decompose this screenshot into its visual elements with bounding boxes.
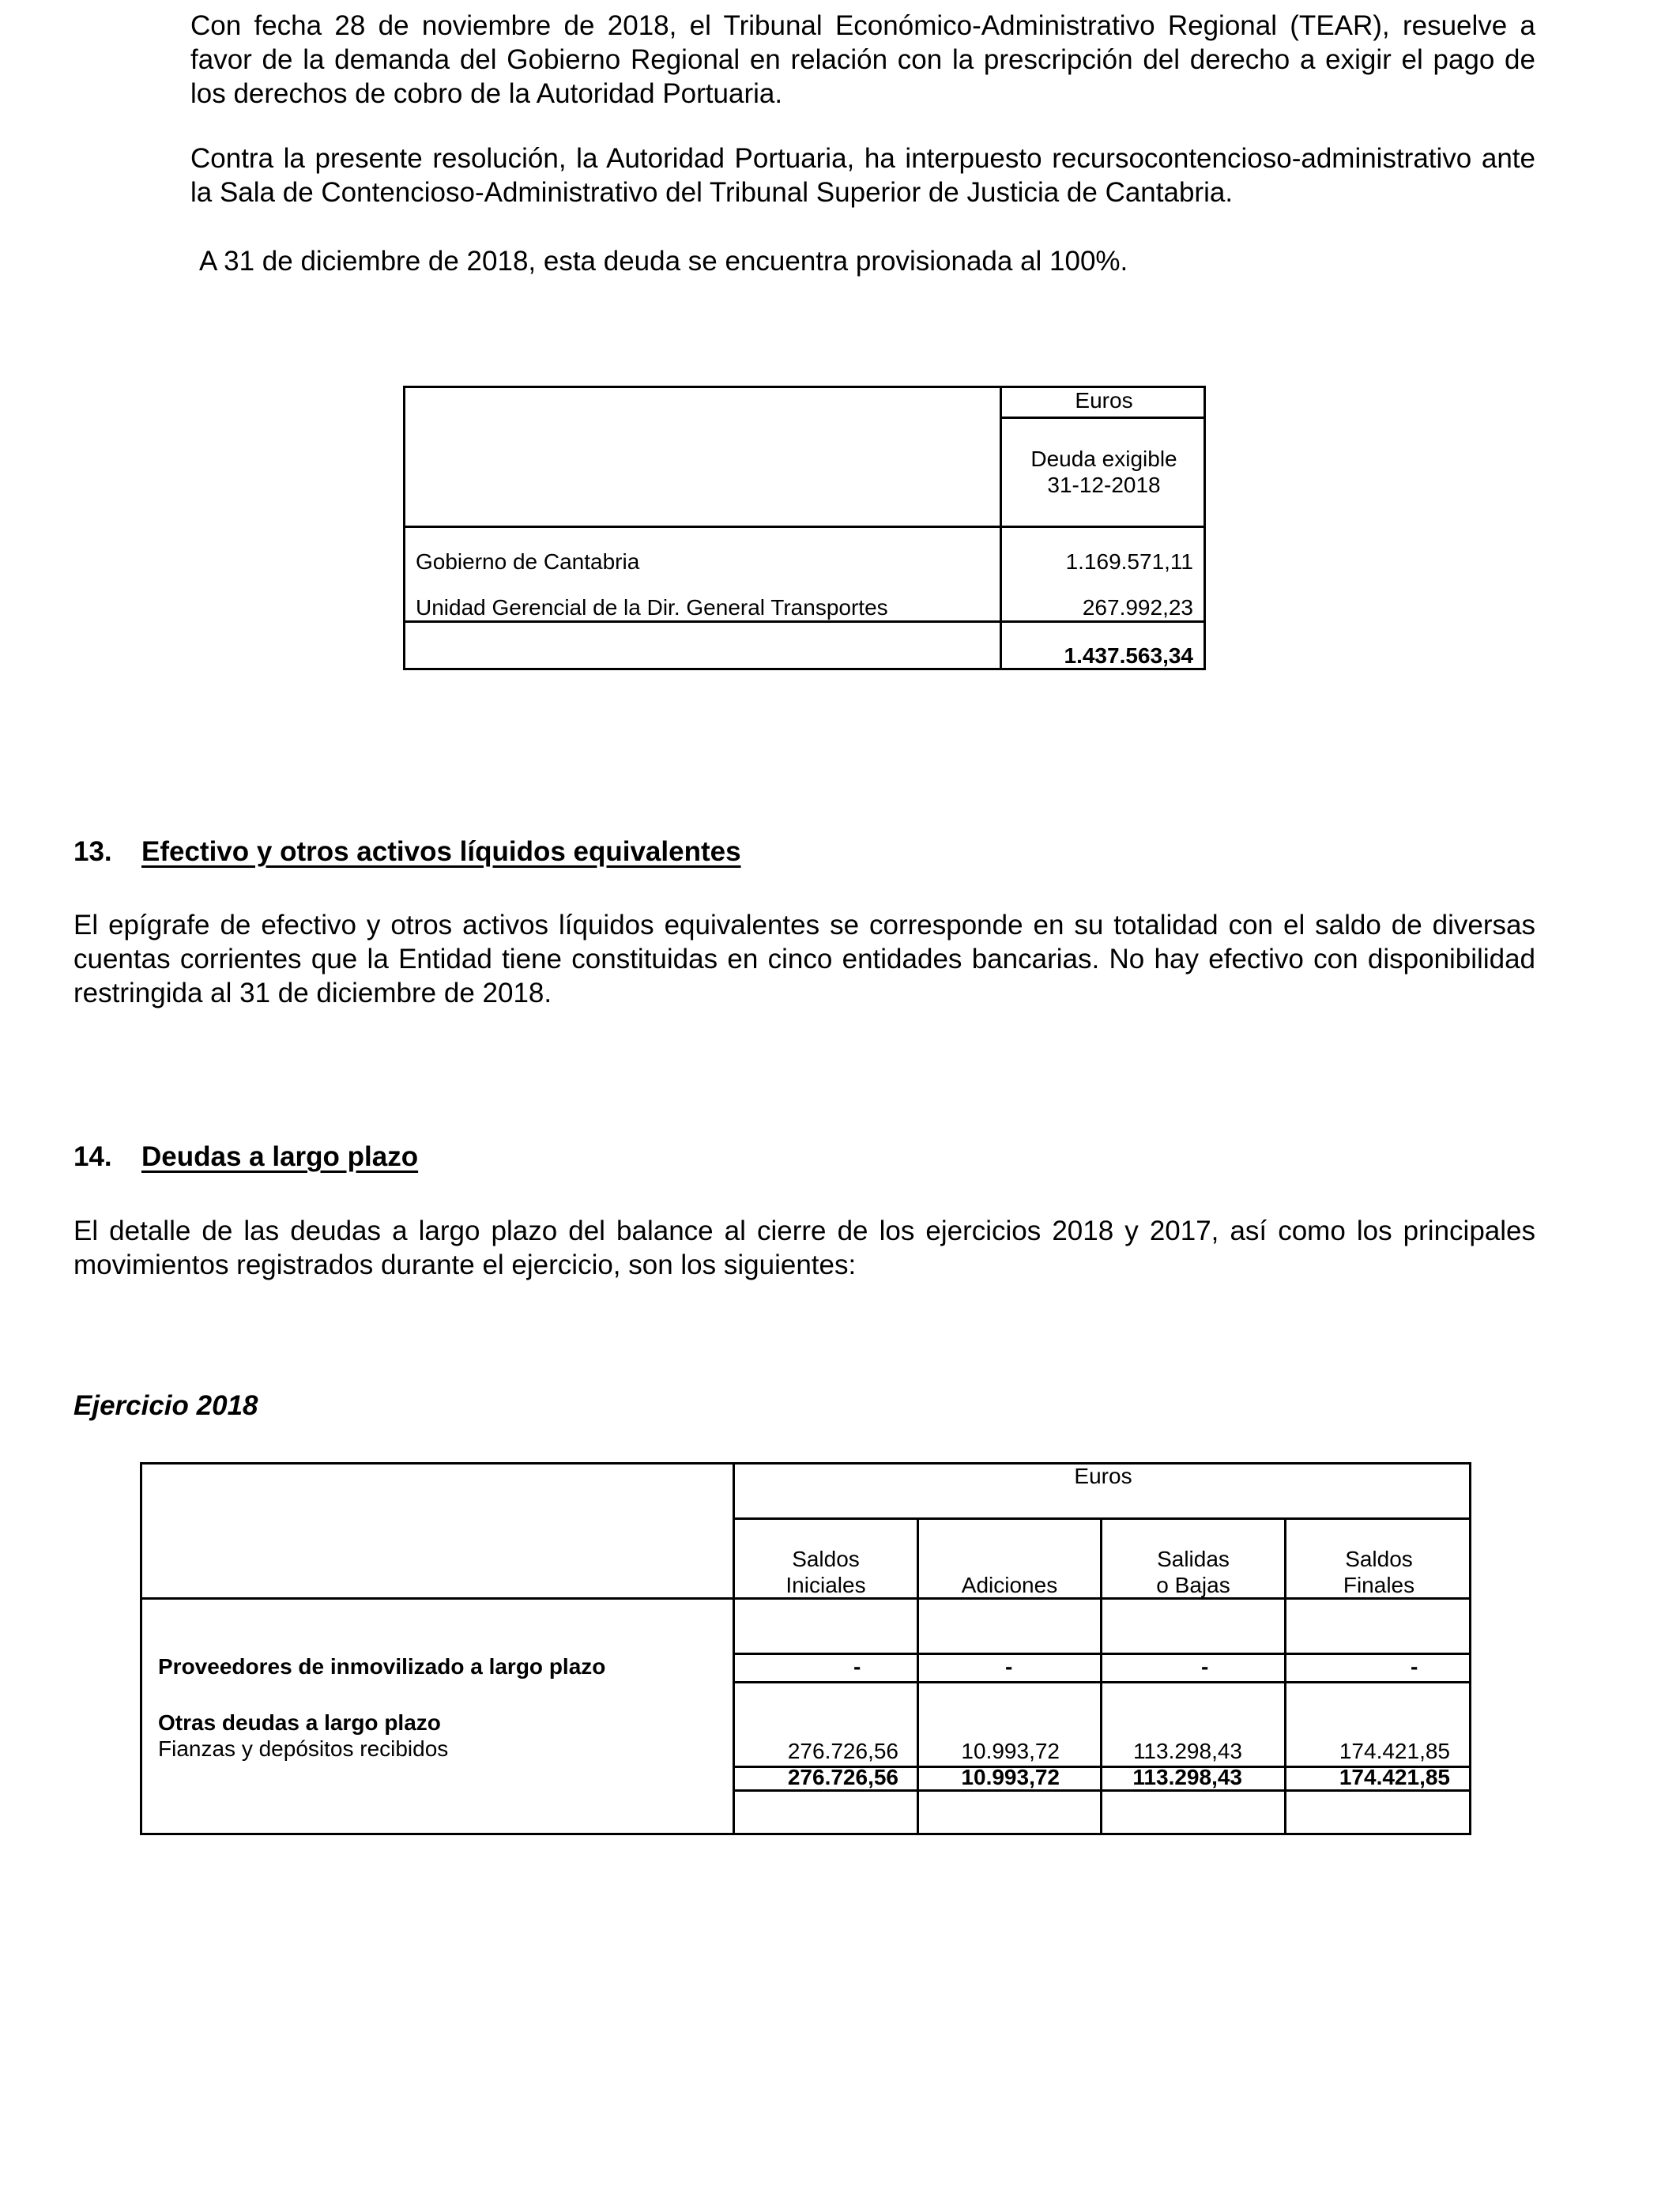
paragraph-provision: A 31 de diciembre de 2018, esta deuda se encuentra provisionada al 100%. [199,246,1128,277]
lt-row-total-value: 10.993,72 [961,1765,1060,1789]
debt-table-col-divider [1000,386,1002,670]
debt-table-row-value: 267.992,23 [1082,595,1193,620]
lt-col-header-line2: Iniciales [785,1573,866,1597]
lt-row-total-value: 276.726,56 [787,1765,898,1789]
lt-table-row-divider [733,1681,1471,1683]
section-14-text: El detalle de las deudas a largo plazo del balance al cierre de los ejercicios 2018 y 2017, así como los principales movimientos registrados durante el ejercicio, son los siguientes: [73,1216,1535,1280]
debt-table-col-header-line1: Deuda exigible [1030,447,1177,471]
debt-table-header-divider [403,526,1206,528]
lt-col-header-line2: Adiciones [961,1573,1058,1597]
lt-col-header-line1: Saldos [1345,1547,1413,1571]
lt-row-fianzas-value: 276.726,56 [787,1739,898,1763]
lt-col-header-line1: Salidas [1157,1547,1230,1571]
section-14-title: Deudas a largo plazo [141,1141,419,1172]
debt-table-euros-divider [1000,417,1206,419]
lt-row-proveedores-value: - [1411,1654,1418,1679]
lt-col-header-line2: Finales [1343,1573,1415,1597]
debt-table-total: 1.437.563,34 [1064,643,1193,668]
paragraph-tear-resolution: Con fecha 28 de noviembre de 2018, el Tribunal Económico-Administrativo Regional (TEAR), resuelve a favor de la demanda del Gobierno Regional en relación con la prescripción del derecho a exigir el pago de los derechos de cobro de la Autoridad Portuaria. [190,10,1535,109]
debt-table-row-value: 1.169.571,11 [1065,549,1193,574]
paragraph-appeal: Contra la presente resolución, la Autoridad Portuaria, ha interpuesto recursocontencioso-administrativo ante la Sala de Contencioso-Administrativo del Tribunal Superior de Justicia de Cantabria. [190,143,1535,208]
section-13-number: 13. [73,836,112,867]
lt-row-fianzas-label: Fianzas y depósitos recibidos [158,1736,449,1761]
debt-table-border [403,386,1206,670]
section-13-title: Efectivo y otros activos líquidos equivalentes [141,836,741,867]
lt-row-fianzas-value: 174.421,85 [1339,1739,1450,1763]
section-14-heading [73,1141,418,1173]
lt-group-label: Otras deudas a largo plazo [158,1710,441,1735]
lt-col-header-line2: o Bajas [1156,1573,1230,1597]
lt-row-total-value: 174.421,85 [1339,1765,1450,1789]
section-14-number: 14. [73,1141,112,1172]
lt-row-proveedores-value: - [1005,1654,1013,1679]
debt-table-row-label: Unidad Gerencial de la Dir. General Transportes [416,595,888,620]
lt-row-fianzas-value: 113.298,43 [1132,1739,1242,1763]
section-13-text: El epígrafe de efectivo y otros activos líquidos equivalentes se corresponde en su totalidad con el saldo de diversas cuentas corrientes que la Entidad tiene constituidas en cinco entidades bancarias. No hay efectivo con disponibilidad restringida al 31 de diciembre de 2018. [73,910,1535,1008]
lt-row-proveedores-value: - [853,1654,861,1679]
lt-row-proveedores-value: - [1201,1654,1209,1679]
section-13-heading [73,836,741,868]
lt-table-euros-divider [733,1517,1471,1520]
lt-row-total-value: 113.298,43 [1132,1765,1242,1789]
lt-row-proveedores-label: Proveedores de inmovilizado a largo plazo [158,1654,606,1679]
lt-table-row-divider [733,1653,1471,1655]
exercise-2018-subtitle: Ejercicio 2018 [73,1390,258,1421]
lt-col-header-line1: Saldos [792,1547,860,1571]
debt-table-col-header-line2: 31-12-2018 [1047,473,1161,497]
debt-table-euros-header: Euros [1075,388,1133,413]
lt-row-fianzas-value: 10.993,72 [961,1739,1060,1763]
debt-table-total-divider [403,620,1206,623]
debt-table-row-label: Gobierno de Cantabria [416,549,640,574]
lt-table-euros-header: Euros [1074,1464,1132,1488]
